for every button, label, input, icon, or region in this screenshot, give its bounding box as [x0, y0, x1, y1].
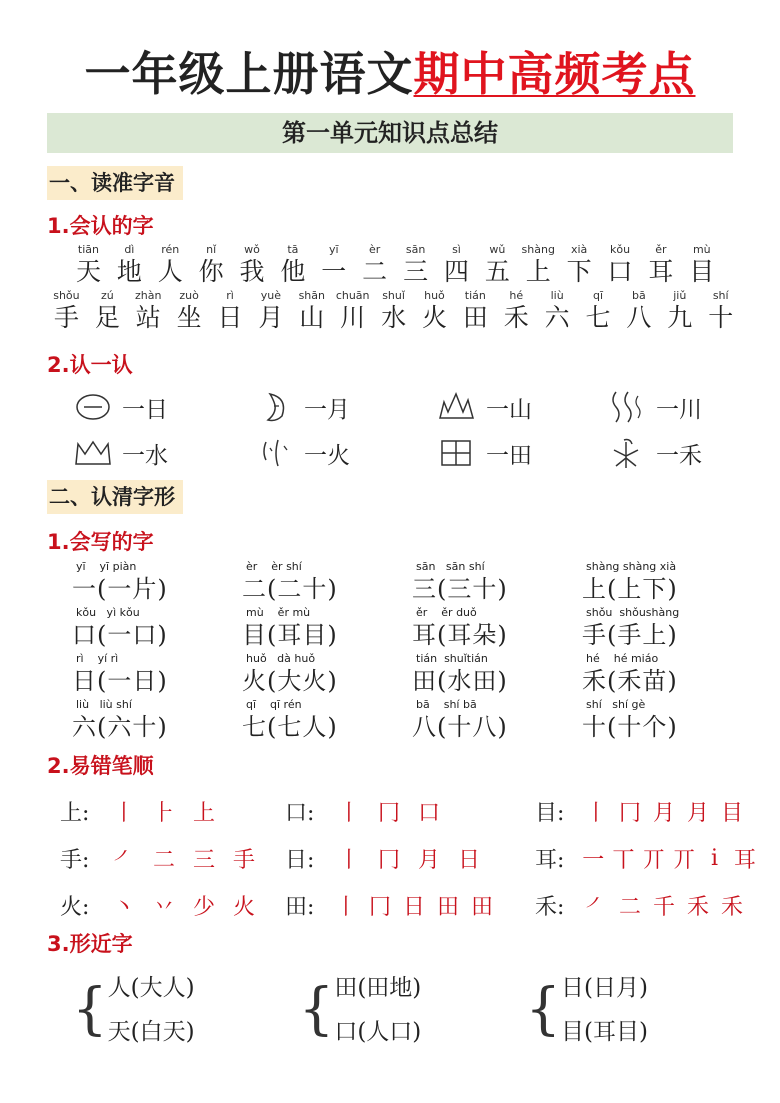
similar-word: 目(耳目)	[560, 1019, 648, 1045]
stroke-order-item	[285, 890, 535, 921]
char-cell	[68, 243, 109, 287]
pictograph-row-1	[72, 390, 752, 424]
pictograph-item	[254, 390, 436, 424]
write-word-text: 火(大火)	[242, 667, 338, 695]
stroke-order-item	[285, 796, 535, 827]
pinyin-label: jiǔ	[673, 289, 687, 302]
stroke-step: 口	[417, 801, 440, 826]
similar-pair	[334, 966, 421, 1054]
chuan-pictograph-icon	[606, 390, 648, 424]
stroke-step: 冂	[618, 801, 641, 826]
write-word-text: 田(水田)	[412, 667, 508, 695]
hanzi-char: 坐	[176, 303, 202, 332]
hanzi-char: 十	[708, 303, 734, 332]
char-cell	[128, 289, 169, 333]
hanzi-char: 七	[585, 303, 611, 332]
write-word-pinyin: liù liù shí	[76, 698, 132, 711]
pinyin-label: zuò	[179, 289, 199, 302]
stroke-step: 冂	[377, 848, 400, 873]
pinyin-label: rì	[226, 289, 234, 302]
shan-pictograph-icon	[436, 390, 478, 424]
pinyin-label: wǔ	[489, 243, 506, 256]
write-word-item	[72, 606, 242, 650]
similar-pair	[108, 966, 195, 1054]
hanzi-char: 手	[53, 303, 79, 332]
subheading-write-chars: 1.会写的字	[47, 530, 154, 554]
char-cell	[518, 243, 559, 287]
pinyin-label: ěr	[655, 243, 667, 256]
char-cell	[373, 289, 414, 333]
char-cell	[600, 243, 641, 287]
stroke-step: ⅰ	[711, 846, 719, 871]
write-word-item	[582, 652, 752, 696]
stroke-step: 日	[402, 895, 425, 920]
huo-pictograph-icon	[254, 436, 296, 470]
write-word-text: 十(十个)	[582, 713, 678, 741]
pinyin-label: shàng	[521, 243, 555, 256]
stroke-step: 月	[652, 801, 675, 826]
stroke-step: 冂	[377, 801, 400, 826]
similar-pair	[561, 966, 648, 1054]
write-word-pinyin: shǒu shǒushàng	[586, 606, 680, 619]
write-word-pinyin: mù ěr mù	[246, 606, 311, 619]
stroke-step: 丨	[584, 801, 607, 826]
recognize-row-2	[46, 289, 741, 333]
stroke-order-row	[60, 882, 760, 929]
write-word-text: 口(一口)	[72, 621, 168, 649]
yue-pictograph-icon	[254, 390, 296, 424]
char-cell	[414, 289, 455, 333]
pinyin-label: sān	[405, 243, 426, 256]
write-word-item	[242, 698, 412, 742]
stroke-order-char-label: 禾:	[535, 895, 565, 920]
write-word-pinyin: sān sān shí	[416, 560, 485, 573]
pictograph-item	[436, 436, 606, 470]
subheading-similar-chars: 3.形近字	[47, 932, 133, 956]
stroke-step: 少	[192, 895, 215, 920]
pictograph-item	[606, 390, 702, 424]
tian-pictograph-icon	[436, 436, 478, 470]
section-heading-shape: 二、认清字形	[47, 480, 183, 514]
subheading-recognize-chars: 1.会认的字	[47, 214, 154, 238]
stroke-step: 上	[192, 801, 215, 826]
hanzi-char: 九	[667, 303, 693, 332]
pictograph-label: 一田	[486, 442, 532, 469]
similar-group	[299, 966, 526, 1054]
hanzi-char: 三	[403, 257, 429, 286]
char-cell	[332, 289, 373, 333]
write-word-pinyin: shí shí gè	[586, 698, 646, 711]
stroke-order-char-label: 目:	[535, 801, 565, 826]
write-chars-grid	[72, 560, 752, 742]
write-word-pinyin: hé hé miáo	[586, 652, 659, 665]
similar-word: 田(田地)	[334, 975, 422, 1001]
stroke-step: 二	[152, 848, 175, 873]
stroke-step: 火	[232, 895, 255, 920]
write-word-item	[412, 698, 582, 742]
hanzi-char: 四	[443, 257, 469, 286]
char-cell	[496, 289, 537, 333]
write-word-pinyin: yī yī piàn	[76, 560, 137, 573]
write-word-pinyin: qī qī rén	[246, 698, 302, 711]
unit-banner: 第一单元知识点总结	[47, 113, 733, 153]
title-part1: 一年级上册语文	[84, 47, 414, 101]
write-word-item	[242, 606, 412, 650]
pinyin-label: shuǐ	[382, 289, 405, 302]
char-cell	[700, 289, 741, 333]
pictograph-label: 一水	[122, 442, 168, 469]
stroke-step: 丨	[337, 801, 360, 826]
stroke-step: 月	[417, 848, 440, 873]
similar-word: 人(大人)	[107, 975, 195, 1001]
hanzi-char: 我	[239, 257, 265, 286]
stroke-order-char-label: 上:	[60, 801, 90, 826]
pinyin-label: sì	[452, 243, 461, 256]
stroke-step: 田	[470, 895, 493, 920]
subheading-pictographs: 2.认一认	[47, 353, 133, 377]
write-word-text: 三(三十)	[412, 575, 508, 603]
hanzi-char: 上	[525, 257, 551, 286]
pinyin-label: zhàn	[134, 289, 162, 302]
pinyin-label: hé	[509, 289, 524, 302]
stroke-step: 冂	[368, 895, 391, 920]
pinyin-label: nǐ	[206, 243, 217, 256]
hanzi-char: 足	[94, 303, 120, 332]
write-word-pinyin: rì yí rì	[76, 652, 119, 665]
stroke-step: 日	[457, 848, 480, 873]
write-word-pinyin: èr èr shí	[246, 560, 302, 573]
similar-chars-grid	[72, 966, 752, 1054]
hanzi-char: 田	[462, 303, 488, 332]
write-word-pinyin: bā shí bā	[416, 698, 477, 711]
char-cell	[272, 243, 313, 287]
pictograph-label: 一禾	[656, 442, 702, 469]
stroke-step: 丌	[673, 848, 696, 873]
pinyin-label: mù	[692, 243, 711, 256]
similar-word: 天(白天)	[107, 1019, 195, 1045]
similar-word: 日(日月)	[560, 975, 648, 1001]
pinyin-label: yī	[329, 243, 339, 256]
write-word-text: 禾(禾苗)	[582, 667, 678, 695]
char-cell	[618, 289, 659, 333]
write-word-text: 六(六十)	[72, 713, 168, 741]
char-cell	[169, 289, 210, 333]
char-cell	[681, 243, 722, 287]
stroke-order-item	[535, 796, 760, 827]
hanzi-char: 耳	[648, 257, 674, 286]
stroke-step: 耳	[733, 848, 756, 873]
pictograph-label: 一月	[304, 396, 350, 423]
char-cell	[578, 289, 619, 333]
hanzi-char: 五	[484, 257, 510, 286]
stroke-step: 丨	[337, 848, 360, 873]
char-cell	[537, 289, 578, 333]
stroke-order-item	[535, 843, 760, 874]
char-cell	[291, 289, 332, 333]
write-word-text: 耳(耳朵)	[412, 621, 508, 649]
section-heading-pronunciation: 一、读准字音	[47, 166, 183, 200]
stroke-step: ㇒	[112, 848, 135, 873]
write-word-item	[242, 560, 412, 604]
pictograph-item	[72, 390, 254, 424]
char-cell	[455, 289, 496, 333]
recognize-chars-block	[53, 243, 741, 333]
write-word-text: 八(十八)	[412, 713, 508, 741]
he-pictograph-icon	[606, 436, 648, 470]
pinyin-label: rén	[161, 243, 180, 256]
hanzi-char: 人	[157, 257, 183, 286]
write-word-pinyin: ěr ěr duǒ	[416, 606, 477, 619]
write-word-item	[582, 698, 752, 742]
write-word-item	[72, 652, 242, 696]
stroke-step: 丅	[612, 848, 635, 873]
pictograph-label: 一山	[486, 396, 532, 423]
stroke-order-char-label: 手:	[60, 848, 90, 873]
stroke-order-row	[60, 835, 760, 882]
hanzi-char: 六	[544, 303, 570, 332]
shui-pictograph-icon	[72, 436, 114, 470]
pinyin-label: chuān	[335, 289, 370, 302]
pictograph-label: 一川	[656, 396, 702, 423]
hanzi-char: 禾	[503, 303, 529, 332]
pinyin-label: liù	[550, 289, 564, 302]
write-word-item	[72, 698, 242, 742]
hanzi-char: 二	[362, 257, 388, 286]
write-word-pinyin: tián shuǐtián	[416, 652, 488, 665]
hanzi-char: 月	[258, 303, 284, 332]
stroke-order-item	[60, 890, 285, 921]
pictograph-item	[72, 436, 254, 470]
pictograph-label: 一日	[122, 396, 168, 423]
pinyin-label: huǒ	[424, 289, 445, 302]
stroke-step: 丌	[642, 848, 665, 873]
pinyin-label: shān	[298, 289, 325, 302]
stroke-order-char-label: 口:	[285, 801, 315, 826]
write-word-item	[72, 560, 242, 604]
hanzi-char: 日	[217, 303, 243, 332]
stroke-step: 目	[720, 801, 743, 826]
pinyin-label: kǒu	[609, 243, 631, 256]
write-word-text: 上(上下)	[582, 575, 678, 603]
char-cell	[46, 289, 87, 333]
write-word-item	[412, 606, 582, 650]
pinyin-label: èr	[369, 243, 381, 256]
pinyin-label: bā	[632, 289, 646, 302]
hanzi-char: 口	[607, 257, 633, 286]
char-cell	[150, 243, 191, 287]
char-cell	[313, 243, 354, 287]
stroke-step: 丶	[112, 895, 135, 920]
pictograph-label: 一火	[304, 442, 350, 469]
hanzi-char: 站	[135, 303, 161, 332]
stroke-step: 丷	[152, 895, 175, 920]
write-word-text: 手(手上)	[582, 621, 678, 649]
write-word-text: 一(一片)	[72, 575, 168, 603]
stroke-order-char-label: 耳:	[535, 848, 565, 873]
ri-pictograph-icon	[72, 390, 114, 424]
write-word-item	[412, 560, 582, 604]
stroke-step: 禾	[720, 895, 743, 920]
hanzi-char: 天	[75, 257, 101, 286]
pinyin-label: xià	[570, 243, 588, 256]
char-cell	[659, 289, 700, 333]
pictograph-grid	[72, 390, 752, 470]
stroke-order-grid	[60, 788, 760, 929]
stroke-order-char-label: 火:	[60, 895, 90, 920]
pictograph-item	[606, 436, 702, 470]
stroke-step: 禾	[686, 895, 709, 920]
pinyin-label: wǒ	[244, 243, 260, 256]
char-cell	[477, 243, 518, 287]
char-cell	[436, 243, 477, 287]
hanzi-char: 一	[321, 257, 347, 286]
stroke-order-item	[285, 843, 535, 874]
stroke-order-item	[535, 890, 760, 921]
char-cell	[559, 243, 600, 287]
similar-group	[525, 966, 752, 1054]
stroke-order-char-label: 田:	[285, 895, 315, 920]
stroke-order-item	[60, 796, 285, 827]
write-word-pinyin: shàng shàng xià	[586, 560, 677, 573]
hanzi-char: 你	[198, 257, 224, 286]
hanzi-char: 他	[280, 257, 306, 286]
hanzi-char: 八	[626, 303, 652, 332]
char-cell	[87, 289, 128, 333]
char-cell	[210, 289, 251, 333]
title-part2-highlight: 期中高频考点	[413, 47, 696, 101]
stroke-step: 手	[232, 848, 255, 873]
char-cell	[354, 243, 395, 287]
write-word-text: 目(耳目)	[242, 621, 338, 649]
hanzi-char: 山	[299, 303, 325, 332]
pictograph-row-2	[72, 436, 752, 470]
stroke-step: ㇒	[584, 895, 607, 920]
brace-icon: {	[298, 977, 335, 1042]
stroke-step: 三	[192, 848, 215, 873]
hanzi-char: 地	[116, 257, 142, 286]
hanzi-char: 下	[566, 257, 592, 286]
stroke-step: 田	[436, 895, 459, 920]
similar-word: 口(人口)	[334, 1019, 422, 1045]
char-cell	[395, 243, 436, 287]
stroke-order-row	[60, 788, 760, 835]
pictograph-item	[254, 436, 436, 470]
stroke-step: 月	[686, 801, 709, 826]
brace-icon: {	[525, 977, 561, 1042]
stroke-step: ⺊	[152, 801, 175, 826]
stroke-order-char-label: 日:	[285, 848, 315, 873]
hanzi-char: 川	[340, 303, 366, 332]
stroke-step: 一	[582, 848, 605, 873]
recognize-row-1	[68, 243, 741, 287]
write-word-item	[242, 652, 412, 696]
char-cell	[640, 243, 681, 287]
write-word-item	[412, 652, 582, 696]
hanzi-char: 火	[421, 303, 447, 332]
stroke-order-item	[60, 843, 285, 874]
write-word-pinyin: huǒ dà huǒ	[246, 652, 316, 665]
char-cell	[191, 243, 232, 287]
char-cell	[109, 243, 150, 287]
pinyin-label: shǒu	[53, 289, 80, 302]
write-word-item	[582, 560, 752, 604]
pinyin-label: tiān	[77, 243, 99, 256]
write-word-text: 日(一日)	[72, 667, 168, 695]
stroke-step: 丨	[112, 801, 135, 826]
pictograph-item	[436, 390, 606, 424]
subheading-stroke-order: 2.易错笔顺	[47, 754, 154, 778]
brace-icon: {	[72, 977, 108, 1042]
write-word-text: 二(二十)	[242, 575, 338, 603]
stroke-step: 二	[618, 895, 641, 920]
stroke-step: 丨	[334, 895, 357, 920]
write-word-text: 七(七人)	[242, 713, 338, 741]
hanzi-char: 水	[381, 303, 407, 332]
char-cell	[250, 289, 291, 333]
pinyin-label: yuè	[260, 289, 282, 302]
pinyin-label: tā	[287, 243, 299, 256]
pinyin-label: tián	[464, 289, 486, 302]
hanzi-char: 目	[689, 257, 715, 286]
pinyin-label: zú	[100, 289, 114, 302]
pinyin-label: dì	[124, 243, 135, 256]
stroke-step: 千	[652, 895, 675, 920]
similar-group	[72, 966, 299, 1054]
write-word-pinyin: kǒu yì kǒu	[76, 606, 140, 619]
write-word-item	[582, 606, 752, 650]
page-title	[0, 38, 780, 104]
pinyin-label: shí	[712, 289, 729, 302]
char-cell	[232, 243, 273, 287]
pinyin-label: qī	[593, 289, 604, 302]
